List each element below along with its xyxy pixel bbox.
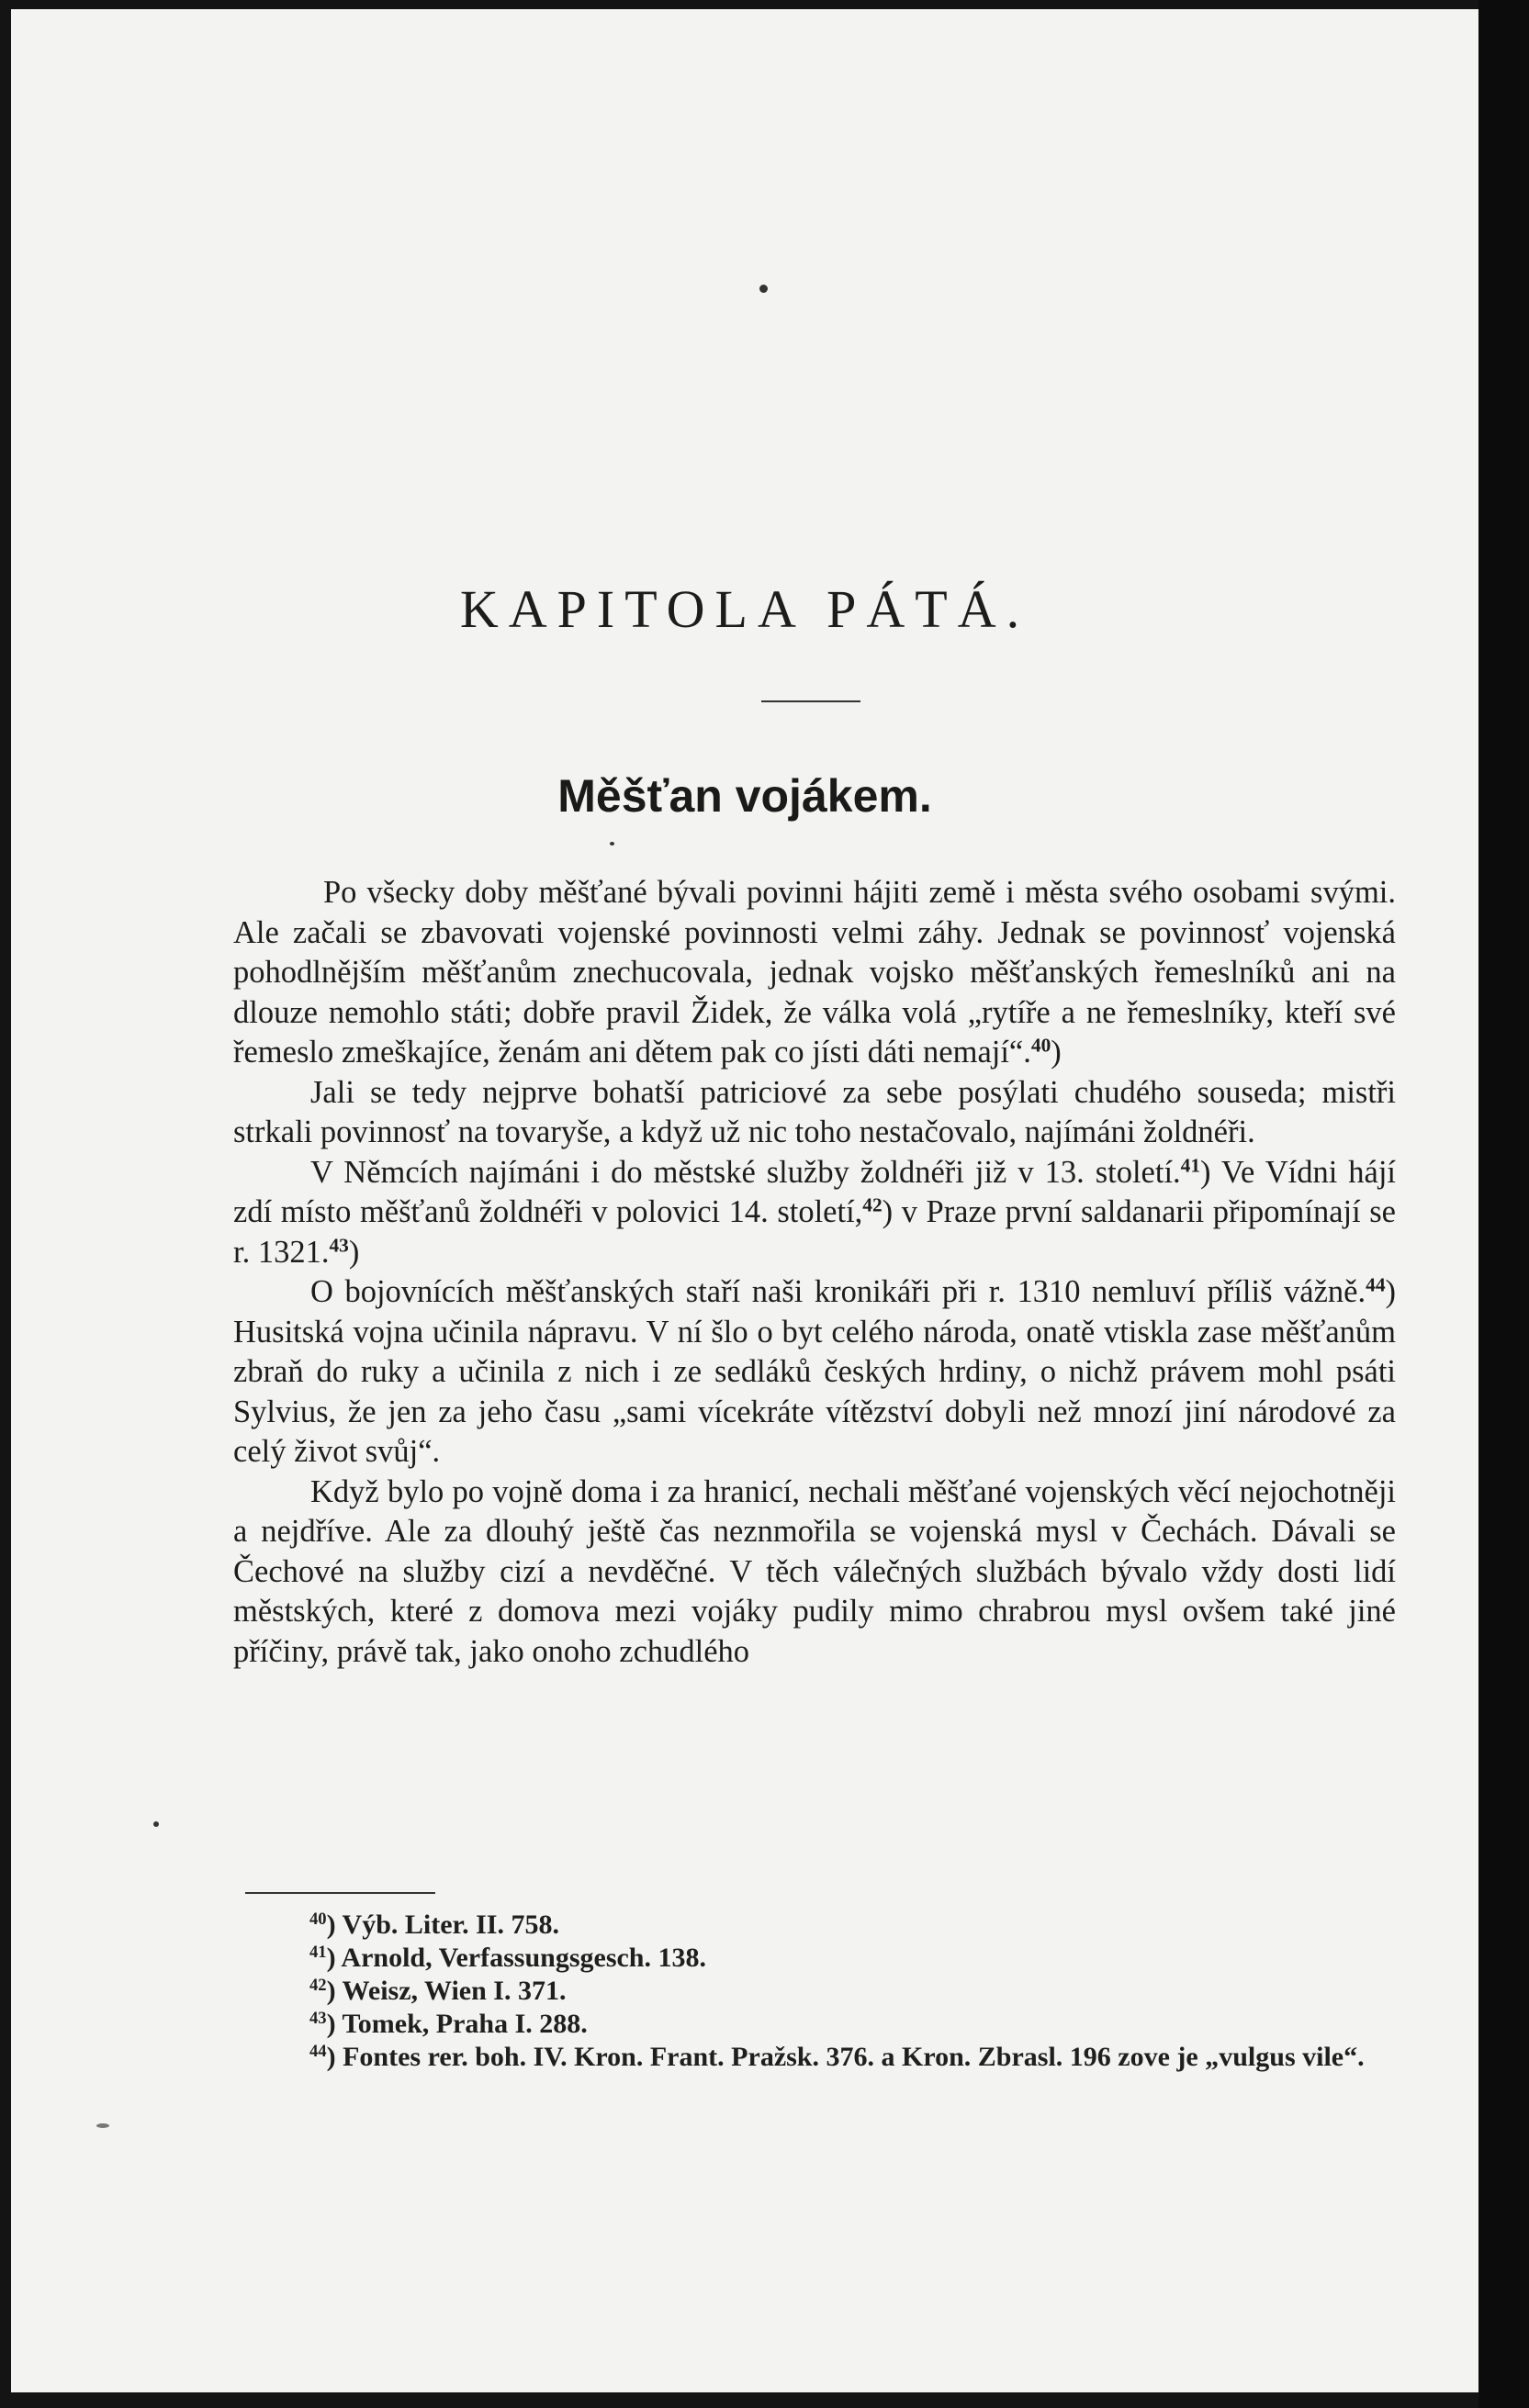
footnote-divider xyxy=(245,1892,435,1894)
body-text xyxy=(233,873,1396,1672)
paragraph-1: Po všecky doby měšťané bývali povinni hájiti země i města svého osobami svými. Ale začali se zbavovati vojenské povinnosti velmi záhy. Jednak se povinnosť vojenská pohodlnějším měšťanům znechucovala, jednak vojsko měšťanských řemeslníků ani na dlouze nemohlo státi; dobře pravil Židek, že válka volá „rytíře a ne řemeslníky, kteří své řemeslo zmeškajíce, ženám ani dětem pak co jísti dáti nemají“.$^{40}$) xyxy=(233,875,1396,1070)
book-page xyxy=(11,9,1478,2392)
footnote-41: $^{41}$) Arnold, Verfassungsgesch. 138. xyxy=(309,1942,706,1973)
chapter-title: Měšťan vojákem. xyxy=(557,770,932,822)
print-speck xyxy=(153,1821,159,1827)
heading-divider xyxy=(761,700,860,702)
footnote-40: $^{40}$) Výb. Liter. II. 758. xyxy=(309,1909,559,1940)
paragraph-4: O bojovnících měšťanských staří naši kronikáři při r. 1310 nemluví příliš vážně.$^{44}$) Husitská vojna učinila nápravu. V ní šlo o byt celého národa, onatě vtiskla zase měšťanům zbraň do ruky a učinila z nich i ze sedláků českých hrdiny, o nichž právem mohl psáti Sylvius, že jen za jeho času „sami vícekráte vítězství dobyli než mnozí jiní národové za celý život svůj“. xyxy=(233,1273,1396,1469)
paragraph-3: V Němcích najímáni i do městské služby žoldnéři již v 13. století.$^{41}$) Ve Vídni hájí zdí místo měšťanů žoldnéři v polovici 14. století,$^{42}$) v Praze první saldanarii připomínají se r. 1321.43) xyxy=(233,1153,1397,1270)
footnotes xyxy=(245,1909,1393,2074)
footnote-42: $^{42}$) Weisz, Wien I. 371. xyxy=(309,1975,567,2006)
footnote-ref-42: 42 xyxy=(862,1193,883,1216)
paragraph-2: Jali se tedy nejprve bohatší patriciové za sebe posýlati chudého souseda; mistři strkali povinnosť na tovaryše, a když už nic toho nestačovalo, najímáni žoldnéři. xyxy=(233,1074,1396,1149)
print-speck xyxy=(96,2123,109,2128)
print-speck xyxy=(759,285,768,293)
scan-border xyxy=(1478,0,1529,2408)
chapter-heading: KAPITOLA PÁTÁ. xyxy=(459,579,1030,639)
footnote-ref-41: 41 xyxy=(1180,1153,1201,1176)
footnote-ref-40: 40 xyxy=(1030,1034,1051,1057)
footnote-ref-43: 43 xyxy=(329,1233,349,1256)
paragraph-5: Když bylo po vojně doma i za hranicí, nechali měšťané vojenských věcí nejochotněji a nejdříve. Ale za dlouhý ještě čas neznmořila se vojenská mysl v Čechách. Dávali se Čechové na služby cizí a nevděčné. V těch válečných službách bývalo vždy dosti lidí městských, které z domova mezi vojáky pudily mimo chrabrou mysl ovšem také jiné příčiny, právě tak, jako onoho zchudlého xyxy=(233,1473,1396,1669)
footnote-44: $^{44}$) Fontes rer. boh. IV. Kron. Frant. Pražsk. 376. a Kron. Zbrasl. 196 zove je „vulgus vile“. xyxy=(309,2041,1365,2072)
print-speck xyxy=(610,842,614,846)
footnote-ref-44: 44 xyxy=(1366,1273,1386,1296)
footnote-43: $^{43}$) Tomek, Praha I. 288. xyxy=(309,2008,588,2039)
